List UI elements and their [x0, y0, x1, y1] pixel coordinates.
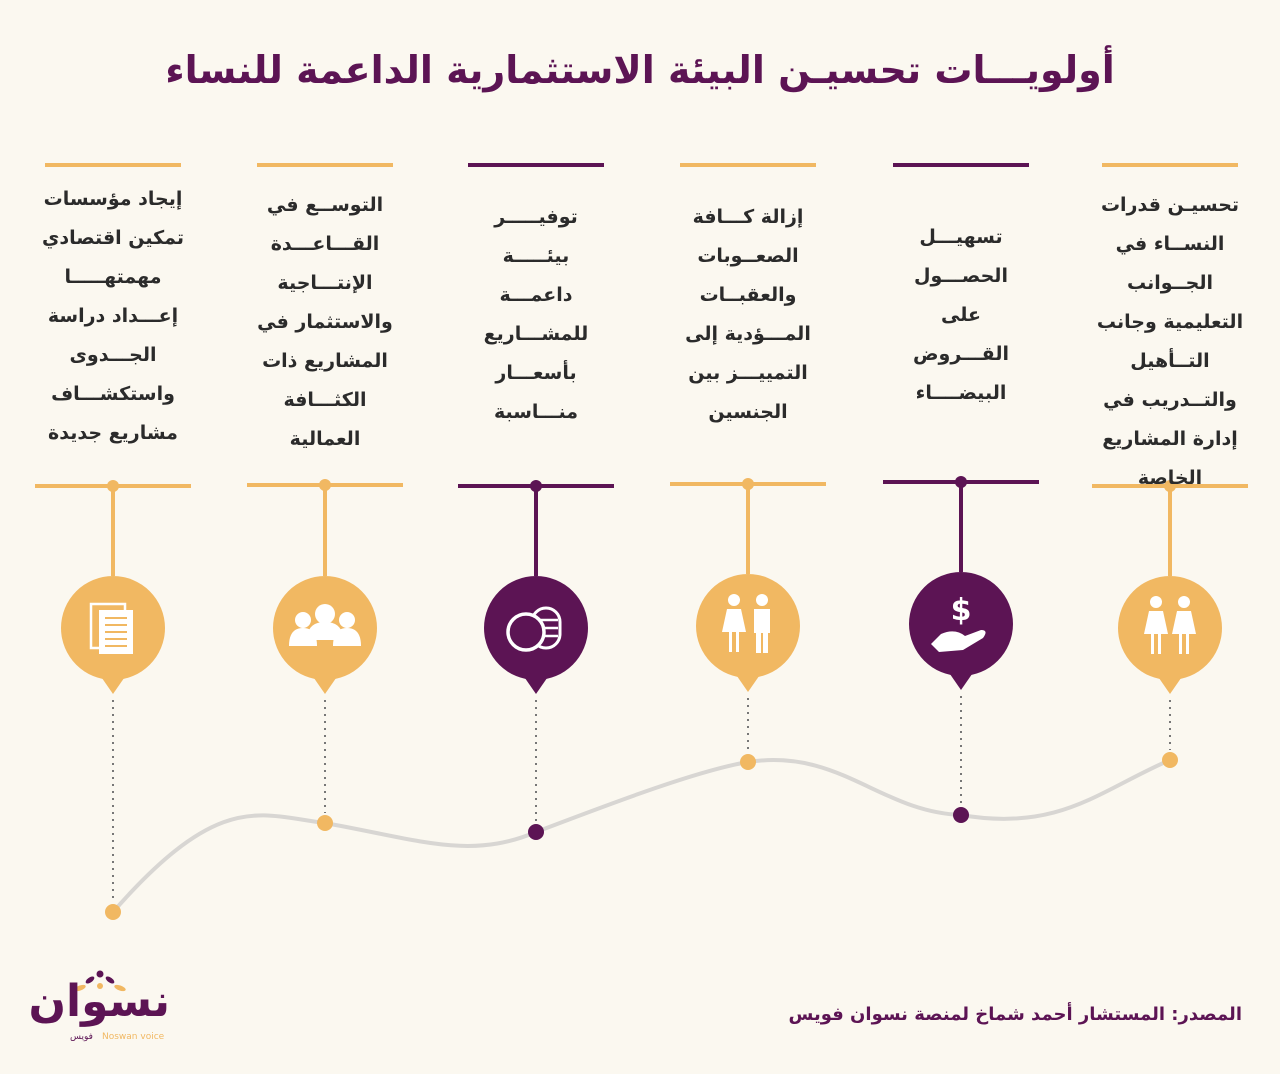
- path-node: [317, 815, 333, 831]
- priority-text-line: توفيـــــر: [494, 206, 578, 228]
- priority-text: [663, 198, 833, 432]
- priority-text-line: تسهيـــل: [919, 226, 1003, 248]
- priority-text-line: والعقبــات: [699, 284, 797, 306]
- priority-text-line: البيضــــاء: [915, 382, 1007, 404]
- icon-circle: [696, 574, 800, 678]
- figure-leg: [736, 632, 739, 652]
- priority-text-line: الجنسين: [708, 401, 788, 423]
- priority-text-line: الكثـــافة: [283, 389, 367, 411]
- priority-text-line: الحصـــول: [914, 265, 1008, 287]
- person-head: [339, 612, 355, 628]
- priority-text-line: منـــاسبة: [493, 401, 579, 423]
- dollar-sign: $: [950, 593, 972, 628]
- priority-text: [240, 186, 410, 459]
- figure-leg: [1186, 634, 1189, 654]
- priority-text: [1085, 186, 1255, 498]
- priority-text-line: النســاء في: [1115, 233, 1225, 255]
- logo-subtitle-english: Noswan voice: [102, 1032, 165, 1042]
- trend-path: [113, 760, 1170, 912]
- figure-leg: [756, 633, 761, 653]
- priority-text-line: العمالية: [289, 428, 361, 450]
- brand-logo: [30, 968, 180, 1048]
- priority-text-line: المشاريع ذات: [262, 350, 388, 372]
- priority-text-line: إزالة كـــافة: [692, 206, 804, 228]
- priority-text: [28, 180, 198, 453]
- figure-leg: [763, 633, 768, 653]
- priority-text-line: التــأهيل: [1130, 350, 1210, 372]
- priority-text-line: المـــؤدية إلى: [685, 323, 811, 345]
- priority-text-line: والاستثمار في: [257, 311, 393, 333]
- priority-text-line: إعـــداد دراسة: [47, 305, 179, 327]
- priority-text-line: التوســع في: [266, 194, 384, 216]
- priority-text-line: داعمـــة: [499, 284, 573, 306]
- priority-text-line: مهمتهـــــا: [64, 266, 162, 288]
- logo-name: نسوان: [28, 976, 170, 1027]
- priority-text-line: إدارة المشاريع: [1102, 428, 1238, 450]
- priority-text-line: واستكشـــاف: [51, 383, 175, 405]
- figure-torso: [754, 609, 770, 633]
- path-node: [1162, 752, 1178, 768]
- priority-text-line: القـــاعـــدة: [270, 233, 380, 255]
- priority-text-line: القـــروض: [913, 343, 1009, 365]
- person-head: [295, 612, 311, 628]
- priority-text-line: والتــدريب في: [1103, 389, 1237, 411]
- path-node: [528, 824, 544, 840]
- priority-text-line: بيئـــــة: [502, 245, 570, 267]
- page-title: أولويـــات تحسيـن البيئة الاستثمارية الداعمة للنساء: [165, 48, 1115, 92]
- priority-text: [451, 198, 621, 432]
- source-note: المصدر: المستشار أحمد شماخ لمنصة نسوان فويس: [788, 1004, 1242, 1025]
- priority-text-line: تحسيـن قدرات: [1100, 194, 1240, 216]
- priority-text-line: التمييـــز بين: [688, 362, 808, 384]
- figure-leg: [1179, 634, 1182, 654]
- path-node: [740, 754, 756, 770]
- priority-text: [876, 218, 1046, 413]
- figure-leg: [1158, 634, 1161, 654]
- figure-leg: [729, 632, 732, 652]
- path-node: [953, 807, 969, 823]
- priority-text-line: الجـــدوى: [69, 344, 157, 366]
- coin-front: [508, 614, 544, 650]
- icon-circle: [1118, 576, 1222, 680]
- priority-text-line: إيجاد مؤسسات: [43, 188, 183, 210]
- priority-text-line: على: [941, 304, 981, 326]
- priority-text-line: الخاصة: [1137, 467, 1203, 489]
- logo-subtitle-arabic: فويس: [70, 1032, 93, 1042]
- priority-text-line: الصعــوبات: [697, 245, 799, 267]
- path-node: [105, 904, 121, 920]
- person-head: [315, 604, 335, 624]
- figure-head: [728, 594, 740, 606]
- priority-text-line: الإنتـــاجية: [277, 272, 373, 294]
- figure-head: [1150, 596, 1162, 608]
- figure-head: [756, 594, 768, 606]
- priority-text-line: بأسعـــار: [495, 362, 577, 384]
- priority-text-line: للمشـــاريع: [483, 323, 589, 345]
- priority-text-line: تمكين اقتصادي: [41, 227, 185, 249]
- priority-text-line: الجــوانب: [1126, 272, 1213, 294]
- figure-leg: [1151, 634, 1154, 654]
- priority-text-line: مشاريع جديدة: [48, 422, 178, 444]
- priority-text-line: التعليمية وجانب: [1096, 311, 1244, 333]
- figure-head: [1178, 596, 1190, 608]
